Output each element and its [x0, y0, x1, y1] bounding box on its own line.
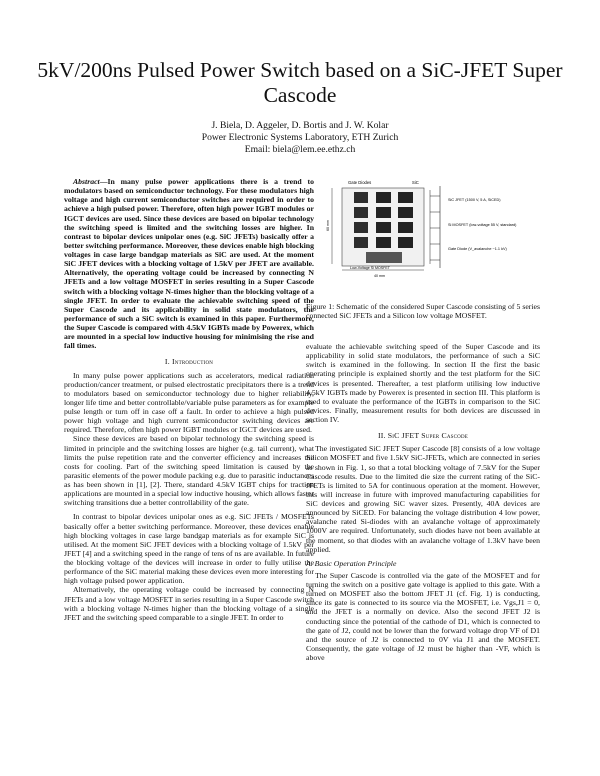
section1-paragraph-2: Since these devices are based on bipolar technology the switching speed is limited in principle and the switching losses are higher (e.g. tail current), what limits the pulse repetition rate and the converter efficiency and increases the costs for cooling. Part of the switching speed limitation is caused by the parasitic elements of the power module packing e.g. due to parasitic inductances as has been shown in [1], [2]. There, standard 4.5kV IGBT chips for traction applications are mounted in a special low inductive housing, which allows faster switching transitions due a better controllability of the gate. [64, 434, 314, 508]
fig-diode-4 [354, 237, 368, 248]
fig-jfet-5a [376, 192, 391, 203]
fig-legend-diode: Gate Diode (V_avalanche ~1.1 kV) [448, 247, 507, 251]
fig-jfet-4a [376, 207, 391, 218]
email: Email: biela@lem.ee.ethz.ch [244, 144, 356, 155]
figure-caption: Figure 1: Schematic of the considered Super Cascode consisting of 5 series connected SiC JFETs and a Silicon low voltage MOSFET. [306, 302, 540, 321]
right-paragraph-1: evaluate the achievable switching speed of the Super Cascode and its applicability in solid state modulators, the performance of such a SiC switch is examined in the following. In section II the first the basic operating principle is explained shortly and the test platform for the SiC devices is presented. Thereafter, a test platform utilising low inductive 4.5kV IGBTs made by Powerex is presented in section III. This platform is used to evaluate the performance of the IGBTs in comparison to the SiC devices. Finally, measurement results for both devices are discussed in section IV. [306, 342, 540, 424]
section1-paragraph-1: In many pulse power applications such as accelerators, medical radiation production/cancer treatment, or pulsed electrostatic precipitators there is a trend to modulators based on semiconductor technology due to higher reliability, longer life time and better controllable/variable pulse parameters as for example pulse length or turn off in case off a fault. In order to achieve a high pulsed power high voltage and high current semiconductor switching devices are required. Therefore, often high power IGBT modules or IGCT devices are used. [64, 370, 314, 435]
section2-heading: II. SiC JFET Super Cascode [377, 431, 469, 441]
fig-jfet-4b [398, 207, 413, 218]
fig-circuit [430, 186, 440, 268]
paper-title: 5kV/200ns Pulsed Power Switch based on a SiC-JFET Super Cascode [37, 58, 563, 107]
fig-width-label: 40 mm [374, 274, 385, 278]
section1-heading: I. Introduction [164, 357, 214, 367]
fig-jfet-2b [398, 237, 413, 248]
fig-jfet-3b [398, 222, 413, 233]
fig-jfet-2a [376, 237, 391, 248]
fig-legend-mosfet: Si MOSFET (low-voltage 55 V, standard) [448, 223, 517, 227]
figure-schematic [308, 176, 538, 281]
fig-diode-3 [354, 222, 368, 233]
section1-paragraph-3: In contrast to bipolar devices unipolar ones as e.g. SiC JFETs / MOSFETs basically offer a better switching performance. Moreover, these devices enable high blocking voltages in case large bandgap materials as for example SiC is utilised. At the moment SiC JFET devices with a blocking voltage of 1.5kV per JFET [4] and a switching speed in the range of tens of ns are available. In future the blocking voltage of the devices will increase in order to fully utilise the performance of the SiC material making these devices even more interesting for high voltage pulsed power application. [64, 512, 314, 586]
fig-jfet-5b [398, 192, 413, 203]
section1-paragraph-4: Alternatively, the operating voltage could be increased by connecting N JFETs and a low voltage MOSFET in series resulting in a Super Cascode switch with a blocking voltage N-times higher than the blocking voltage of a single JFET and the switching speed comparable to a single JFET. In order to [64, 585, 314, 622]
fig-height-label: 60 mm [326, 220, 330, 231]
subsection-a-heading: A. Basic Operation Principle [306, 558, 397, 568]
abstract-label: Abstract [73, 177, 100, 186]
right-column [306, 342, 540, 662]
fig-bottom-label: Low-Voltage Si MOSFET [350, 266, 390, 270]
fig-sic-label: SiC [412, 180, 419, 185]
fig-legend-jfet: SiC JFET (1500 V, 5 A, SiCED) [448, 198, 501, 202]
fig-mosfet [366, 252, 402, 263]
fig-diode-2 [354, 207, 368, 218]
fig-gate-diodes-label: Gate Diodes [348, 180, 372, 185]
fig-jfet-3a [376, 222, 391, 233]
affiliation: Power Electronic Systems Laboratory, ETH Zurich [201, 132, 399, 143]
abstract-text: —In many pulse power applications there is a trend to modulators based on semiconductor technology. For these modulators high voltage and high current semiconductor switches are required in order to achieve a high pulsed power. Therefore, often high power IGBT modules or IGCT devices are used. Since these devices are based on bipolar technology the switching speed is limited and the switching losses are higher. In contrast to bipolar devices unipolar ones (e.g. SiC JFETs) basically offer a better switching performance. Moreover, these devices enable high blocking voltages in case large bandgap materials as SiC are used. At the moment SiC JFET devices with a blocking voltage of 1.5kV per JFET are available. Alternatively, the operating voltage could be increased by connecting N JFETs and a low voltage MOSFET in series resulting in a Super Cascode switch with a blocking voltage N-times higher than the blocking voltage of a single JFET. In order to evaluate the achievable switching speed of the Super Cascode and its applicability in solid state modulators, the performance of such a SiC switch is examined in this paper. Furthermore, the Super Cascode is compared with 4.5kV IGBTs made by Powerex, which are mounted in a special low inductive housing for minimising the rise and fall times. [64, 177, 315, 351]
left-column [64, 177, 314, 622]
fig-diode-1 [354, 192, 368, 203]
author-block [0, 120, 600, 156]
section2-paragraph-1: The investigated SiC JFET Super Cascode [8] consists of a low voltage Silicon MOSFET and five 1.5kV SiC-JFETs, which are connected in series as shown in Fig. 1, so that a total blocking voltage of 7.5kV for the Super Cascode results. Due to the limited die size the current rating of the SiC-JFETs is limited to 5A for continuous operation at the moment. However, this will increase in future with improved manufacturing capabilities for SiC devices and growing SiC waver sizes. Presently, 40A devices are announced by SiCED. For balancing the voltage distribution 4 low power, avalanche rated Si-diodes with an avalanche voltage of approximately 1000V are required. Unfortunately, such diodes have not been available at the moment, so that diodes with an avalanche voltage of 1.3kV have been applied. [306, 444, 540, 554]
abstract [64, 177, 314, 350]
author-names: J. Biela, D. Aggeler, D. Bortis and J. W. Kolar [211, 120, 389, 131]
section2-paragraph-2: The Super Cascode is controlled via the gate of the MOSFET and for turning the switch on a positive gate voltage is applied to this gate. With a turned on MOSFET also the bottom JFET J1 (cf. Fig. 1) is conducting, since its gate is connected to its source via the MOSFET, i.e. Vgs,J1 = 0, and the JFET is a normally on device. Also the second JFET J2 is conducting since the potential of the cathode of D1, which is connected to the gate of J2, could not be lower than the forward voltage drop VF of D1 and the source of J2 is connected to 0V via J1 and the MOSFET. Consequently, the gate voltage of J2 must be higher than -VF, which is above [306, 570, 540, 662]
